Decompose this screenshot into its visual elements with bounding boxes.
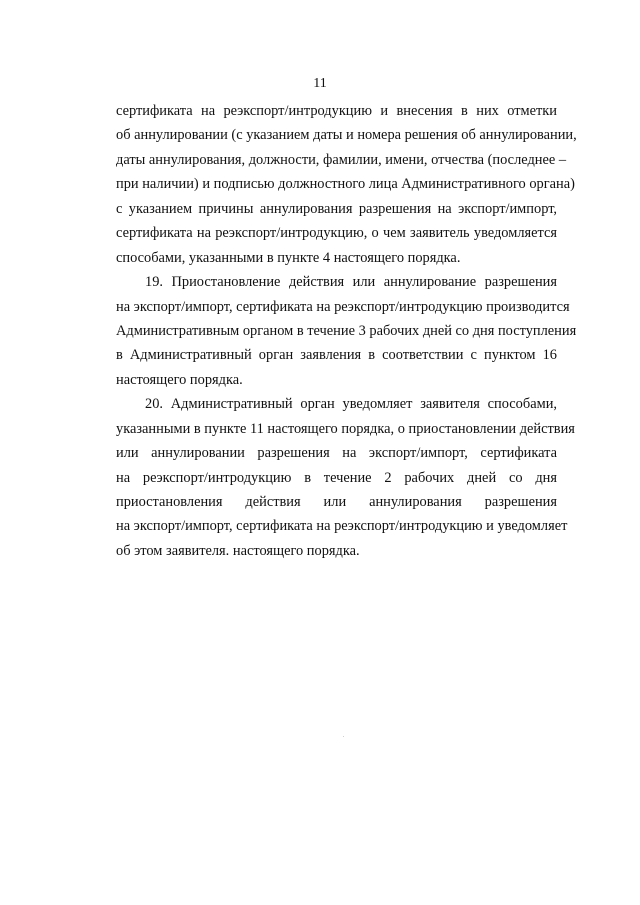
text-line: с указанием причины аннулирования разрешения на экспорт/импорт, [116,200,557,217]
document-body [116,99,577,563]
paragraph-19-start: 19. Приостановление действия или аннулирование разрешения [145,274,557,291]
text-line: указанными в пункте 11 настоящего порядка, о приостановлении действия [116,420,575,437]
text-line: на реэкспорт/интродукцию в течение 2 рабочих дней со дня [116,469,557,486]
text-line: об аннулировании (с указанием даты и номера решения об аннулировании, [116,127,577,144]
text-line: сертификата на реэкспорт/интродукцию и внесения в них отметки [116,103,557,119]
text-line: приостановления действия или аннулирования разрешения [116,494,557,510]
text-line: Административным органом в течение 3 рабочих дней со дня поступления [116,322,577,339]
text-line: или аннулировании разрешения на экспорт/импорт, сертификата [116,445,557,462]
text-line: об этом заявителя. настоящего порядка. [116,542,360,559]
text-line: способами, указанными в пункте 4 настоящего порядка. [116,249,461,266]
text-line: на экспорт/импорт, сертификата на реэкспорт/интродукцию и уведомляет [116,518,568,535]
text-line: даты аннулирования, должности, фамилии, имени, отчества (последнее – [116,151,567,168]
text-line: в Административный орган заявления в соответствии с пунктом 16 [116,347,557,364]
text-line: настоящего порядка. [116,371,243,388]
text-line: при наличии) и подписью должностного лица Административного органа) [116,176,575,193]
paragraph-20-start: 20. Административный орган уведомляет заявителя способами, [145,396,557,413]
text-line: сертификата на реэкспорт/интродукцию, о чем заявитель уведомляется [116,225,557,242]
text-line: на экспорт/импорт, сертификата на реэкспорт/интродукцию производится [116,298,570,315]
page-number: 11 [313,76,327,91]
scan-speck [343,736,344,737]
